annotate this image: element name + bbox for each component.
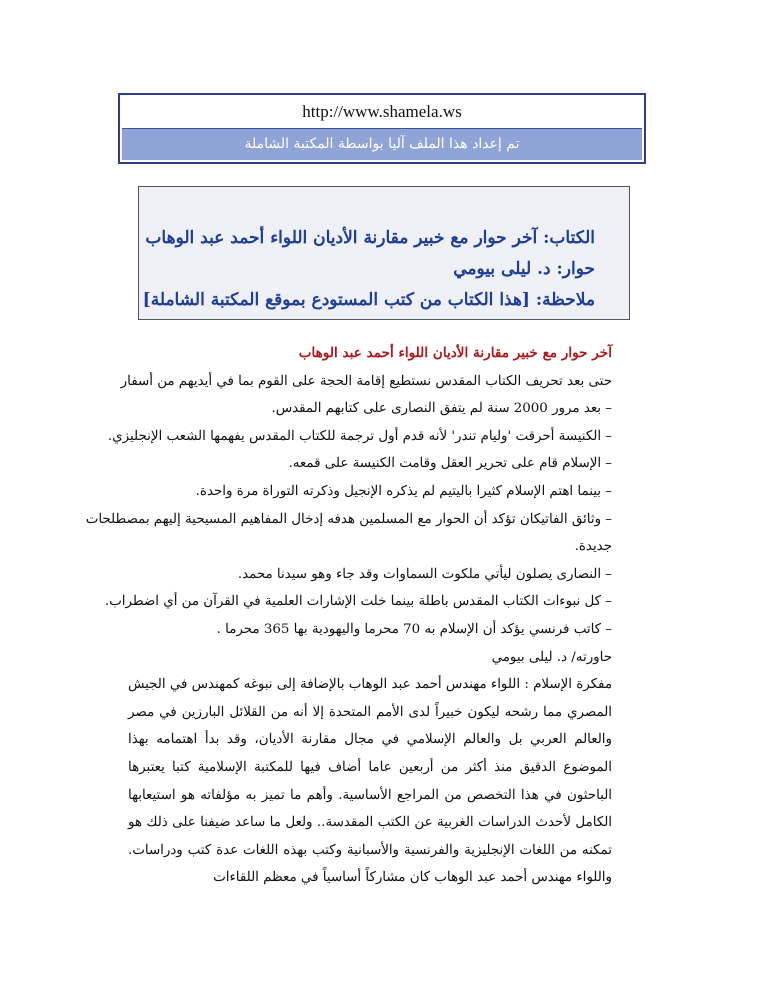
bullet-line: – بعد مرور 2000 سنة لم يتفق النصارى على كتابهم المقدس. <box>271 401 612 417</box>
bullet-line: – الكنيسة أحرقت 'وليام تندر' لأنه قدم أول ترجمة للكتاب المقدس يفهمها الشعب الإنجليزي. <box>107 428 612 444</box>
bullet-line: – كاتب فرنسي يؤكد أن الإسلام به 70 محرما واليهودية بها 365 محرما . <box>216 621 612 637</box>
bullet-line: – كل نبوءات الكتاب المقدس باطلة بينما خلت الإشارات العلمية في القرآن من أي اضطراب. <box>104 594 612 610</box>
bullet-line: – الإسلام قام على تحرير العقل وقامت الكنيسة على قمعه. <box>288 456 612 472</box>
site-url[interactable]: http://www.shamela.ws <box>302 102 462 121</box>
bullet-line: – النصارى يصلون ليأتي ملكوت السماوات وقد جاء وهو سيدنا محمد. <box>237 566 612 582</box>
generated-by-banner: تم إعداد هذا الملف آليا بواسطة المكتبة الشاملة <box>122 128 642 160</box>
bullet-line: – بينما اهتم الإسلام كثيرا باليتيم لم يذكره الإنجيل وذكرته التوراة مرة واحدة. <box>195 483 612 499</box>
document-body <box>85 340 612 892</box>
book-title-line: الكتاب: آخر حوار مع خبير مقارنة الأديان اللواء أحمد عبد الوهاب <box>145 228 595 248</box>
intro-paragraph: مفكرة الإسلام : اللواء مهندس أحمد عبد الوهاب بالإضافة إلى نبوغه كمهندس في الجيش المصري مما رشحه ليكون خبيراً لدى الأمم المتحدة إلا أنه من القلائل البارزين في مصر والعالم العربي بل والعالم الإسلامي في مجال مقارنة الأديان، وقد بدأ اهتمامه بهذا الموضوع الدقيق منذ أكثر من أربعين عاما أضاف فيها للمكتبة الإسلامية كتبا يعتبرها الباحثون في هذا التخصص من المراجع الأساسية. وأهم ما تميز به مؤلفاته هو استيعابها الكامل لأحدث الدراسات الغربية عن الكتب المقدسة.. ولعل ما ساعد ضيفنا على ذلك هو تمكنه من اللغات الإنجليزية والفرنسية والأسبانية وكتب بهذه اللغات عدة كتب ودراسات. واللواء مهندس أحمد عبد الوهاب كان مشاركاً أساسياً في معظم اللقاءات <box>128 677 612 886</box>
book-info-box <box>138 186 630 320</box>
shamela-header-box <box>118 93 646 164</box>
article-title: آخر حوار مع خبير مقارنة الأديان اللواء أحمد عبد الوهاب <box>298 345 612 361</box>
bullet-line-continued: جديدة. <box>574 539 612 555</box>
interviewer-line: حوار: د. ليلى بيومي <box>453 259 595 279</box>
subtitle-line: حتى بعد تحريف الكتاب المقدس نستطيع إقامة الحجة على القوم بما في أيديهم من أسفار <box>120 373 612 389</box>
interviewer-credit: حاورته/ د. ليلى بيومي <box>491 649 612 665</box>
note-line: ملاحظة: [هذا الكتاب من كتب المستودع بموقع المكتبة الشاملة] <box>142 290 595 310</box>
bullet-line: – وثائق الفاتيكان تؤكد أن الحوار مع المسلمين هدفه إدخال المفاهيم المسيحية إليهم بمصطلحات <box>85 511 612 527</box>
